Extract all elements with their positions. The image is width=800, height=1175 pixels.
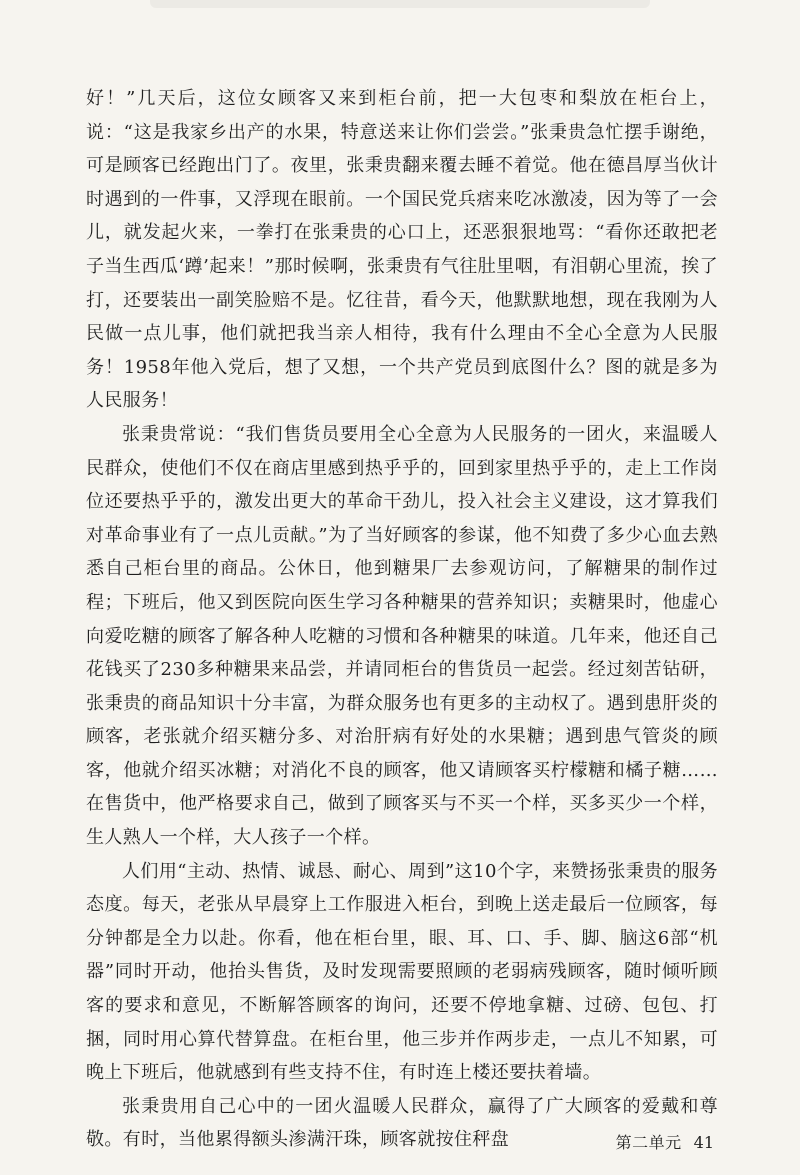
page-number: 41	[693, 1133, 714, 1152]
paragraph-1: 好！”几天后，这位女顾客又来到柜台前，把一大包枣和梨放在柜台上，说：“这是我家乡出产的水果，特意送来让你们尝尝。”张秉贵急忙摆手谢绝，可是顾客已经跑出门了。夜里，张秉贵翻来覆去睡不着觉。他在德昌厚当伙计时遇到的一件事，又浮现在眼前。一个国民党兵痞来吃冰激凌，因为等了一会儿，就发起火来，一拳打在张秉贵的心口上，还恶狠狠地骂：“看你还敢把老子当生西瓜‘蹲’起来！”那时候啊，张秉贵有气往肚里咽，有泪朝心里流，挨了打，还要装出一副笑脸赔不是。忆往昔，看今天，他默默地想，现在我刚为人民做一点儿事，他们就把我当亲人相待，我有什么理由不全心全意为人民服务！1958年他入党后，想了又想，一个共产党员到底图什么？图的就是多为人民服务！	[86, 88, 718, 412]
paragraph-3: 人们用“主动、热情、诚恳、耐心、周到”这10个字，来赞扬张秉贵的服务态度。每天，老张从早晨穿上工作服进入柜台，到晚上送走最后一位顾客，每分钟都是全力以赴。你看，他在柜台里，眼、耳、口、手、脚、脑这6部“机器”同时开动，他抬头售货，及时发现需要照顾的老弱病残顾客，随时倾听顾客的要求和意见，不断解答顾客的询问，还要不停地拿糖、过磅、包包、打捆，同时用心算代替算盘。在柜台里，他三步并作两步走，一点儿不知累，可晚上下班后，他就感到有些支持不住，有时连上楼还要扶着墙。	[86, 860, 718, 1084]
document-page	[86, 82, 718, 1157]
page-footer	[616, 1130, 714, 1153]
paragraph-4: 张秉贵用自己心中的一团火温暖人民群众，赢得了广大顾客的爱戴和尊敬。有时，当他累得额头渗满汗珠，顾客就按住秤盘	[86, 1095, 718, 1151]
page-top-shadow	[150, 0, 650, 8]
paragraph-2: 张秉贵常说：“我们售货员要用全心全意为人民服务的一团火，来温暖人民群众，使他们不仅在商店里感到热乎乎的，回到家里热乎乎的，走上工作岗位还要热乎乎的，激发出更大的革命干劲儿，投入社会主义建设，这才算我们对革命事业有了一点儿贡献。”为了当好顾客的参谋，他不知费了多少心血去熟悉自己柜台里的商品。公休日，他到糖果厂去参观访问，了解糖果的制作过程；下班后，他又到医院向医生学习各种糖果的营养知识；卖糖果时，他虚心向爱吃糖的顾客了解各种人吃糖的习惯和各种糖果的味道。几年来，他还自己花钱买了230多种糖果来品尝，并请同柜台的售货员一起尝。经过刻苦钻研，张秉贵的商品知识十分丰富，为群众服务也有更多的主动权了。遇到患肝炎的顾客，老张就介绍买糖分多、对治肝病有好处的水果糖；遇到患气管炎的顾客，他就介绍买冰糖；对消化不良的顾客，他又请顾客买柠檬糖和橘子糖……在售货中，他严格要求自己，做到了顾客买与不买一个样，买多买少一个样，生人熟人一个样，大人孩子一个样。	[86, 423, 718, 849]
unit-label: 第二单元	[615, 1133, 682, 1152]
